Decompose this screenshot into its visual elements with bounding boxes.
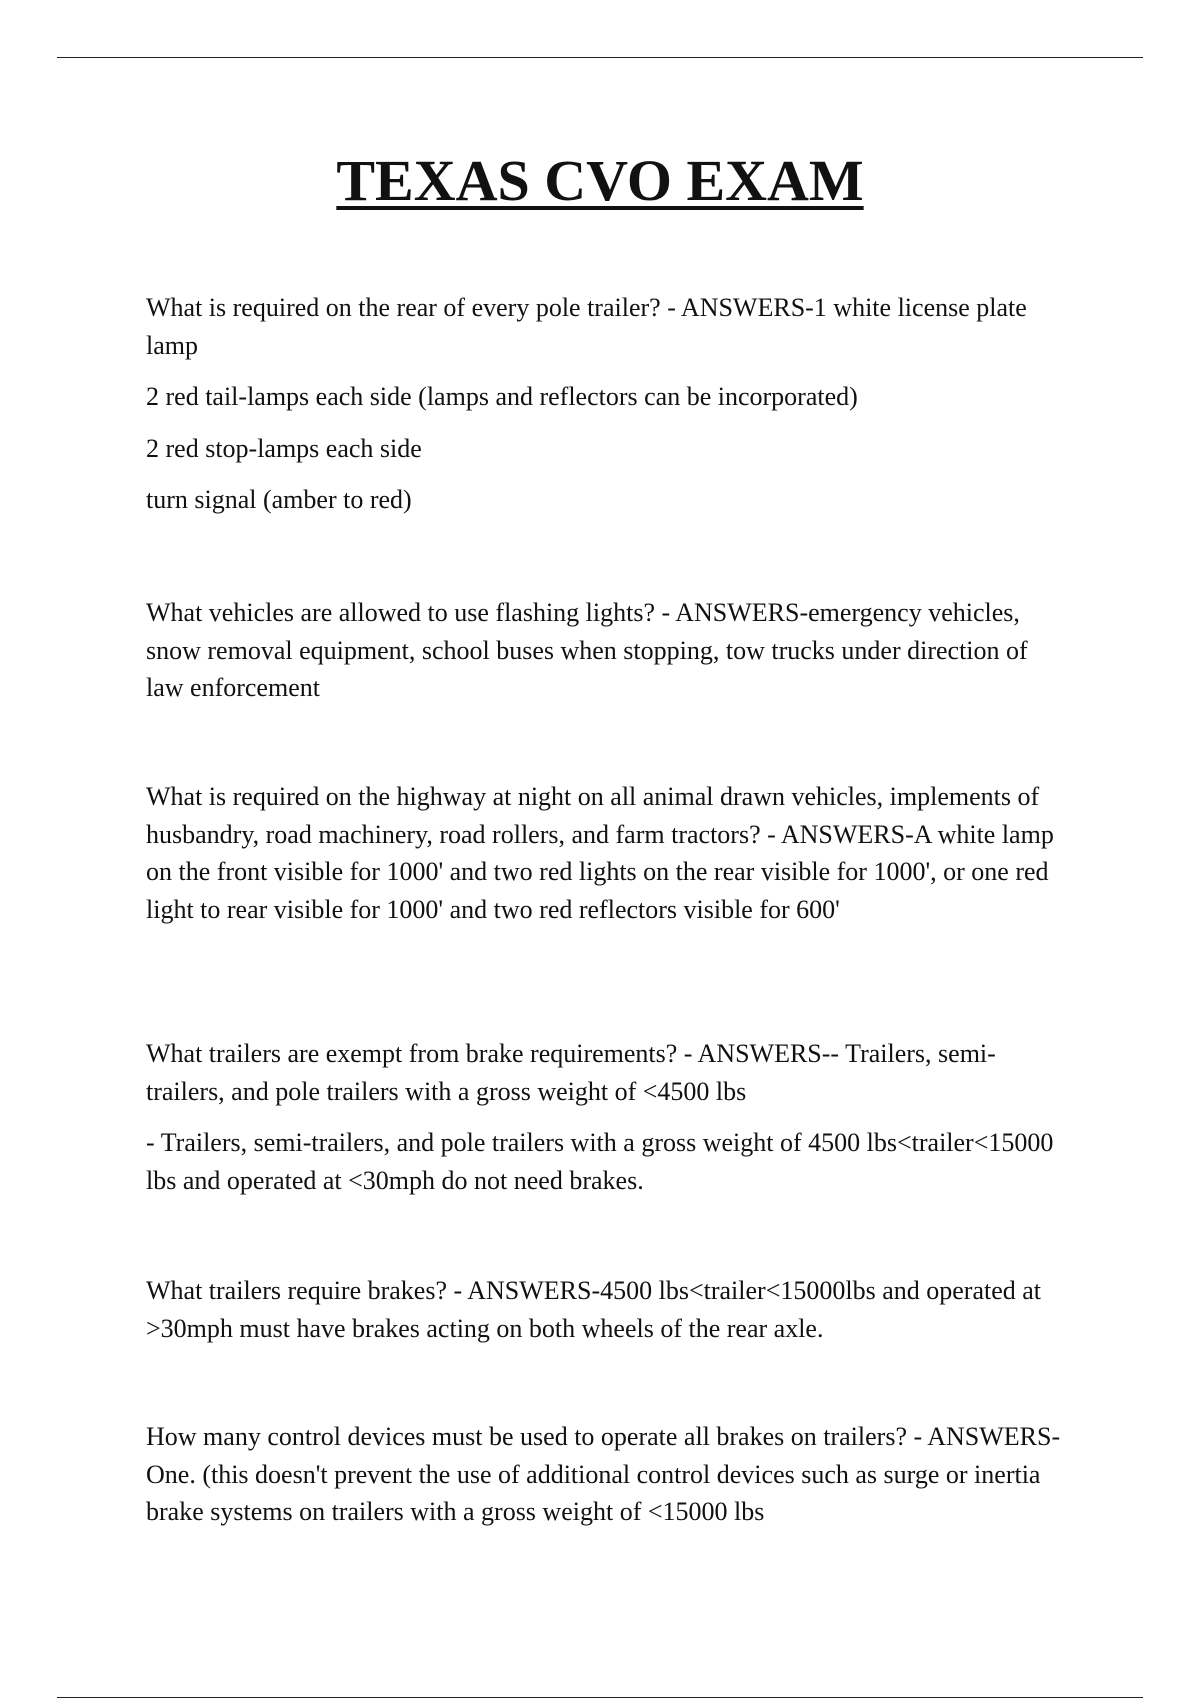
qa-item	[146, 594, 1066, 721]
page-title-text: TEXAS CVO EXAM	[336, 148, 864, 213]
question-answer-paragraph: What vehicles are allowed to use flashing lights? - ANSWERS-emergency vehicles, snow removal equipment, school buses when stopping, tow trucks under direction of law enforcement	[146, 598, 1028, 702]
page-title	[0, 148, 1200, 214]
qa-item	[146, 1035, 1066, 1213]
answer-continuation-paragraph: 2 red tail-lamps each side (lamps and reflectors can be incorporated)	[146, 382, 858, 411]
question-answer-paragraph: What is required on the rear of every pole trailer? - ANSWERS-1 white license plate lamp	[146, 293, 1027, 360]
answer-continuation-paragraph: turn signal (amber to red)	[146, 485, 412, 514]
qa-item	[146, 289, 1066, 533]
answer-continuation-paragraph: 2 red stop-lamps each side	[146, 433, 422, 463]
question-answer-paragraph: What trailers require brakes? - ANSWERS-4500 lbs<trailer<15000lbs and operated at >30mph must have brakes acting on both wheels of the rear axle.	[146, 1276, 1042, 1343]
question-answer-paragraph: What is required on the highway at night on all animal drawn vehicles, implements of husbandry, road machinery, road rollers, and farm tractors? - ANSWERS-A white lamp on the front visible for 1000' and two red lights on the rear visible for 1000', or one red light to rear visible for 1000' and two red reflectors visible for 600'	[146, 782, 1054, 924]
qa-item	[146, 1418, 1066, 1545]
question-answer-paragraph: What trailers are exempt from brake requirements? - ANSWERS-- Trailers, semi-trailers, and pole trailers with a gross weight of <4500 lbs	[146, 1039, 996, 1106]
answer-continuation-paragraph: - Trailers, semi-trailers, and pole trailers with a gross weight of 4500 lbs<trailer<15000 lbs and operated at <30mph do not need brakes.	[146, 1128, 1054, 1195]
top-divider	[57, 57, 1143, 58]
bottom-divider	[57, 1697, 1143, 1698]
qa-item	[146, 1272, 1066, 1361]
question-answer-paragraph: How many control devices must be used to operate all brakes on trailers? - ANSWERS-One. (this doesn't prevent the use of additional control devices such as surge or inertia brake systems on trailers with a gross weight of <15000 lbs	[146, 1422, 1061, 1526]
qa-item	[146, 778, 1066, 942]
